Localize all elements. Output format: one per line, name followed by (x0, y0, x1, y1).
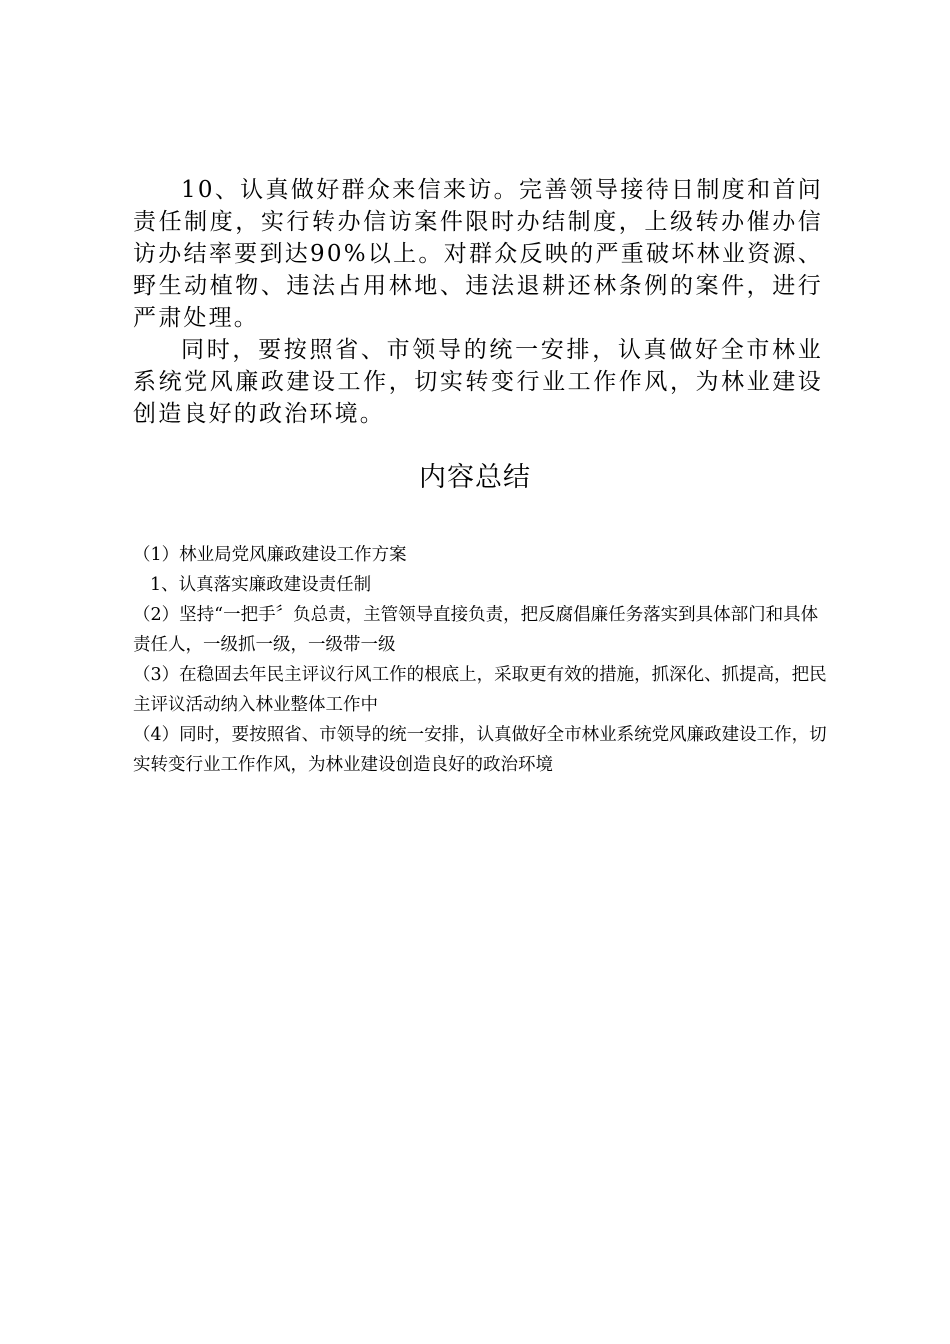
summary-item: 1、认真落实廉政建设责任制 (150, 575, 372, 595)
summary-item: （1）林业局党风廉政建设工作方案 (133, 545, 407, 565)
body-paragraph: 同时，要按照省、市领导的统一安排，认真做好全市林业系统党风廉政建设工作，切实转变行业工作作风，为林业建设创造良好的政治环境。 (133, 337, 823, 427)
summary-list (133, 540, 833, 780)
summary-item: （3）在稳固去年民主评议行风工作的根底上，采取更有效的措施，抓深化、抓提高，把民主评议活动纳入林业整体工作中 (133, 665, 827, 715)
summary-item: （2）坚持“一把手〞负总责，主管领导直接负责，把反腐倡廉任务落实到具体部门和具体责任人，一级抓一级，一级带一级 (133, 605, 819, 655)
body-text (133, 174, 823, 430)
summary-title: 内容总结 (419, 462, 531, 493)
body-paragraph: 10、认真做好群众来信来访。完善领导接待日制度和首问责任制度，实行转办信访案件限时办结制度，上级转办催办信访办结率要到达90%以上。对群众反映的严重破坏林业资源、野生动植物、违法占用林地、违法退耕还林条例的案件，进行严肃处理。 (133, 177, 823, 331)
summary-item: （4）同时，要按照省、市领导的统一安排，认真做好全市林业系统党风廉政建设工作，切实转变行业工作作风，为林业建设创造良好的政治环境 (133, 725, 827, 775)
